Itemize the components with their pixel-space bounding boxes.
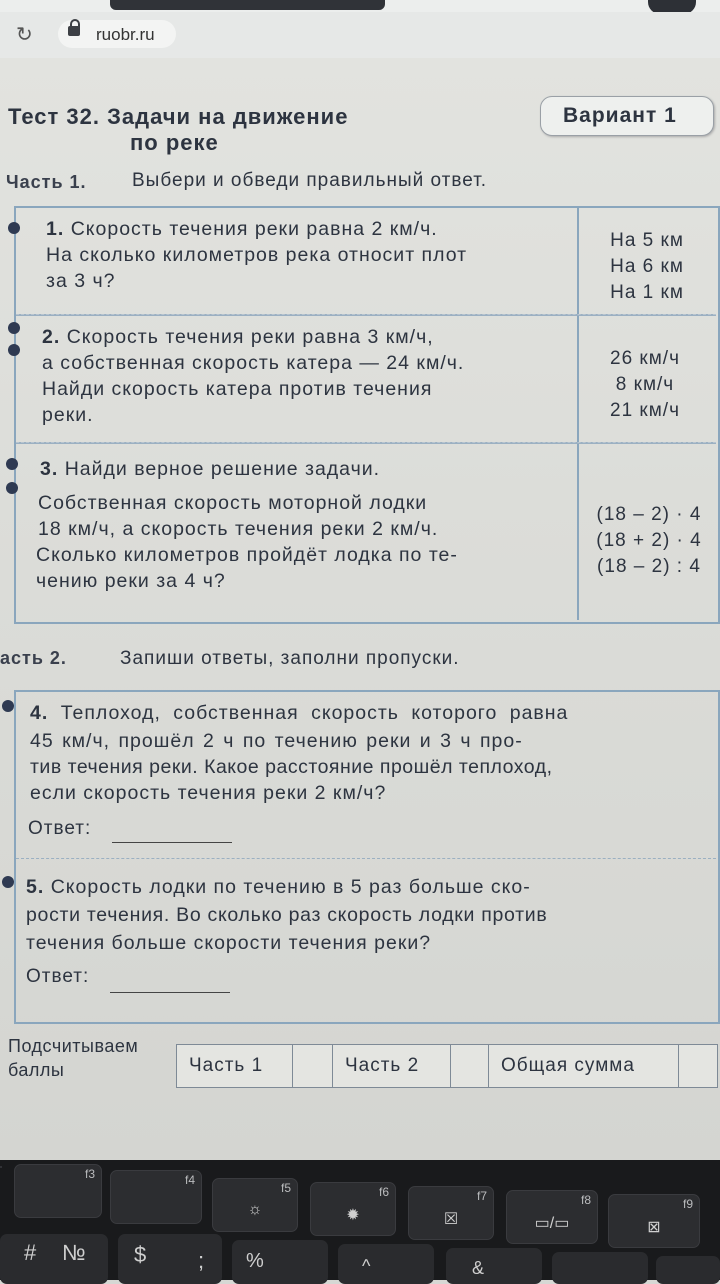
lock-icon — [68, 26, 80, 36]
question-text: Найди скорость катера против течения — [42, 378, 433, 400]
part1-label: Часть 1. — [6, 172, 87, 192]
question-number: 1. — [46, 218, 65, 240]
answer-field[interactable] — [110, 992, 230, 993]
answer-option[interactable]: (18 – 2) · 4 — [596, 504, 702, 525]
f6-key[interactable] — [310, 1182, 396, 1236]
key-label: ; — [198, 1248, 205, 1273]
question-text: если скорость течения реки 2 км/ч? — [30, 782, 387, 804]
question-text: рости течения. Во сколько раз скорость лодки против — [26, 904, 548, 926]
answer-option[interactable]: На 6 км — [610, 256, 684, 277]
part2-instruction: Запиши ответы, заполни пропуски. — [120, 648, 460, 669]
difficulty-dot — [6, 458, 18, 470]
variant-badge — [540, 96, 714, 136]
score-input-part2[interactable] — [450, 1044, 490, 1088]
score-cell-part2 — [332, 1044, 452, 1088]
question-number: 3. — [40, 458, 59, 480]
key-label: % — [246, 1250, 264, 1272]
answer-option[interactable]: (18 + 2) · 4 — [596, 530, 702, 551]
key-label: f6 — [378, 1185, 389, 1199]
answer-option[interactable]: 21 км/ч — [610, 400, 680, 421]
f4-key[interactable] — [110, 1170, 202, 1224]
question-text: а собственная скорость катера — 24 км/ч. — [42, 352, 465, 374]
key-label: $ — [134, 1242, 147, 1267]
question-text: Найди верное решение задачи. — [64, 458, 381, 480]
page-title-cont: по реке — [130, 130, 219, 155]
browser-toolbar — [0, 12, 720, 59]
score-cell-label: Часть 1 — [189, 1055, 264, 1076]
f9-key[interactable] — [608, 1194, 700, 1248]
f3-key[interactable] — [14, 1164, 102, 1218]
question-text: Собственная скорость моторной лодки — [38, 492, 428, 514]
question-text: Скорость течения реки равна 2 км/ч. — [70, 218, 438, 240]
answer-option[interactable]: На 1 км — [610, 282, 684, 303]
question-text: реки. — [42, 404, 94, 426]
question-4 — [30, 700, 568, 726]
key-4[interactable] — [118, 1234, 222, 1284]
key-3[interactable] — [0, 1234, 108, 1284]
score-label — [8, 1034, 138, 1082]
question-5 — [26, 874, 531, 900]
score-label-line2: баллы — [8, 1060, 65, 1080]
answer-option[interactable]: На 5 км — [610, 230, 684, 251]
laptop-keyboard — [0, 1160, 720, 1280]
question-number: 5. — [26, 876, 45, 898]
key-8[interactable] — [552, 1252, 648, 1284]
f8-key[interactable] — [506, 1190, 598, 1244]
question-text: за 3 ч? — [46, 270, 116, 292]
question-3 — [40, 456, 380, 482]
question-text: Скорость течения реки равна 3 км/ч, — [66, 326, 434, 348]
question-text: тив течения реки. Какое расстояние прошёл теплоход, — [30, 756, 553, 778]
difficulty-dot — [8, 322, 20, 334]
answer-option[interactable]: 26 км/ч — [610, 348, 680, 369]
question-2 — [42, 324, 434, 350]
answer-field[interactable] — [112, 842, 232, 843]
dark-bar — [110, 0, 385, 10]
f5-key[interactable] — [212, 1178, 298, 1232]
difficulty-dot — [8, 344, 20, 356]
question-1 — [46, 216, 438, 242]
score-label-line1: Подсчитываем — [8, 1036, 139, 1056]
question-text: Скорость лодки по течению в 5 раз больше ско- — [50, 876, 531, 898]
key-5[interactable] — [232, 1240, 328, 1284]
question-text: 18 км/ч, а скорость течения реки 2 км/ч. — [38, 518, 439, 540]
url-text[interactable]: ruobr.ru — [96, 25, 155, 44]
key-7[interactable] — [446, 1248, 542, 1284]
row-divider — [16, 314, 716, 316]
touchpad-toggle-icon: ⊠ — [647, 1219, 661, 1236]
key-label: ^ — [362, 1256, 371, 1276]
brightness-down-icon: ☼ — [247, 1201, 263, 1218]
key-label: № — [62, 1240, 86, 1265]
score-cell-label: Общая сумма — [501, 1055, 635, 1076]
variant-label: Вариант 1 — [563, 104, 677, 127]
difficulty-dot — [2, 700, 14, 712]
answer-label: Ответ: — [28, 818, 92, 839]
display-switch-icon: ▭/▭ — [534, 1215, 570, 1232]
key-label: f8 — [580, 1193, 591, 1207]
answer-label: Ответ: — [26, 966, 90, 987]
row-divider — [16, 442, 716, 444]
question-text: течения больше скорости течения реки? — [26, 932, 432, 954]
score-cell-label: Часть 2 — [345, 1055, 420, 1076]
key-label: f9 — [682, 1197, 693, 1211]
part2-label: асть 2. — [0, 648, 67, 668]
question-text: 45 км/ч, прошёл 2 ч по течению реки и 3 ч про- — [30, 730, 523, 752]
row-divider — [16, 858, 716, 860]
difficulty-dot — [2, 876, 14, 888]
question-number: 4. — [30, 702, 49, 724]
score-input-total[interactable] — [678, 1044, 718, 1088]
key-label: # — [24, 1240, 37, 1265]
key-label: f3 — [84, 1167, 95, 1181]
question-text: Сколько километров пройдёт лодка по те- — [36, 544, 458, 566]
score-cell-part1 — [176, 1044, 294, 1088]
key-6[interactable] — [338, 1244, 434, 1284]
answer-option[interactable]: (18 – 2) : 4 — [597, 556, 701, 577]
status-strip — [0, 0, 720, 12]
answer-option[interactable]: 8 км/ч — [615, 374, 675, 395]
page-title: Тест 32. Задачи на движение — [8, 104, 349, 129]
question-text: чению реки за 4 ч? — [36, 570, 226, 592]
score-input-part1[interactable] — [292, 1044, 334, 1088]
score-cell-total — [488, 1044, 680, 1088]
difficulty-dot — [8, 222, 20, 234]
close-window-icon: ☒ — [443, 1211, 459, 1228]
reload-icon[interactable]: ↻ — [16, 24, 33, 46]
f7-key[interactable] — [408, 1186, 494, 1240]
brightness-up-icon: ✹ — [346, 1207, 360, 1224]
question-text: На сколько километров река относит плот — [46, 244, 468, 266]
question-text: Теплоход, собственная скорость которого равна — [60, 702, 569, 724]
question-number: 2. — [42, 326, 61, 348]
key-label: & — [472, 1258, 485, 1278]
key-label: f4 — [184, 1173, 195, 1187]
difficulty-dot — [6, 482, 18, 494]
key-label: f7 — [476, 1189, 487, 1203]
part1-instruction: Выбери и обведи правильный ответ. — [132, 170, 488, 191]
answer-column-divider — [577, 206, 579, 620]
key-label: f5 — [280, 1181, 291, 1195]
